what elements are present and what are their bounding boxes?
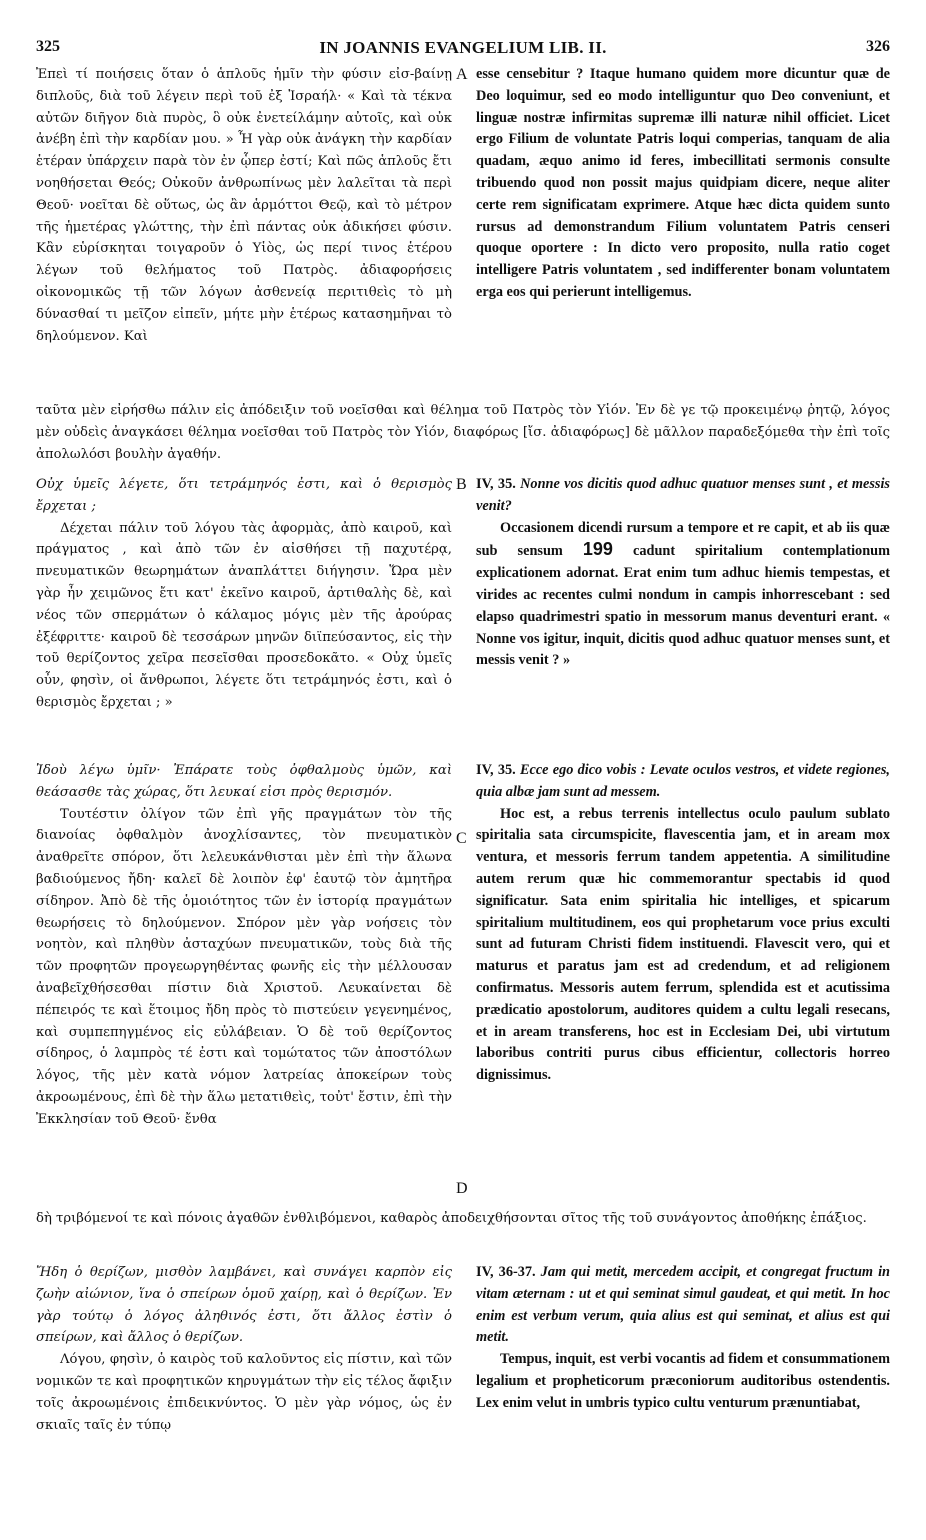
latin-lemma: Jam qui metit, mercedem accipit, et congregat fructum in vitam æternam : ut et qui seminat simul gaudeat, et qui metit. In hoc enim est verbum verum, quia alius est qui seminat, et alius est qui metit. bbox=[476, 1264, 891, 1346]
margin-mark-c: C bbox=[456, 830, 467, 847]
fullwidth-greek-1 bbox=[36, 400, 890, 465]
column-number-marker: 199 bbox=[582, 539, 613, 560]
greek-column-block-2 bbox=[36, 474, 452, 714]
greek-lemma: Οὐχ ὑμεῖς λέγετε, ὅτι τετράμηνός ἐστι, καὶ ὁ θερισμὸς ἔρχεται ; bbox=[36, 477, 452, 514]
latin-column-block-3 bbox=[476, 760, 890, 1087]
margin-mark-a: A bbox=[456, 66, 468, 83]
latin-paragraph: Hoc est, a rebus terrenis intellectus oculo paulum sublato spiritalia sata circumspicite, flavescentia jam, et in aream mox ventura, et messoris ferrum tandem appetentia. A similitudine autem rerum quæ hic commemorantur spectabis id quod significatur. Sata enim spiritalia hic intelliges, et spicarum spiritalium multitudinem, eos qui prophetarum voce prius exculti sunt ad futuram Christi fidem instituendi. Flavescit vero, qui et maturus et paratus jam est ad credendum, et ad religionem confirmatus. Messoris autem ferrum, splendida est et acutissima prædicatio apostolorum, auditores quidem a cultu legali resecans, et in aream transferens, hoc est in Ecclesiam Dei, ubi virtutum laboribus contriti purus cibus efficientur, collectoris horreo dignissimus. bbox=[476, 805, 890, 1084]
greek-lemma: Ἰδοὺ λέγω ὑμῖν· Ἐπάρατε τοὺς ὀφθαλμοὺς ὑμῶν, καὶ θεάσασθε τὰς χώρας, ὅτι λευκαί εἰσι πρὸς θερισμόν. bbox=[36, 763, 452, 800]
running-header bbox=[0, 18, 926, 58]
fullwidth-paragraph: δὴ τριβόμενοί τε καὶ πόνοις ἀγαθῶν ἐνθλιβόμενοι, καθαρὸς ἀποδειχθήσονται σῖτος τῆς τοῦ συνάγοντος ἀποθήκης ἐπάξιος. bbox=[36, 1211, 867, 1226]
greek-column-block-4 bbox=[36, 1262, 452, 1436]
page-number-left: 325 bbox=[36, 38, 60, 55]
latin-lemma: Ecce ego dico vobis : Levate oculos vestros, et videte regiones, quia albæ jam sunt ad messem. bbox=[476, 762, 891, 800]
latin-paragraph bbox=[476, 518, 890, 673]
latin-column-block-2 bbox=[476, 474, 890, 672]
latin-paragraph: Tempus, inquit, est verbi vocantis ad fidem et consummationem legalium et propheticorum præconiorum auditoribus ostendentis. Lex enim velut in umbris typico cultu venturum prænuntiabat, bbox=[476, 1351, 890, 1411]
latin-paragraph: esse censebitur ? Itaque humano quidem more dicuntur quæ de Deo loquimur, sed eo modo intelliguntur quo Deo conveniunt, et linguæ nostræ infirmitas supremæ illi naturæ nihil officiet. Licet ergo Filium de voluntate Patris loqui comperias, tanquam de alia quadam, æquo animo id feres, imbecillitati sermonis consulte tribuendo quod non possit majus quidpiam dicere, neque aliter certe rem significatam exprimere. Atque hæc dicta quidem sunto rursus ad demonstrandum Filium voluntatem Patris censeri quoque oportere : In dicto vero proposito, nulla ratio coget intelligere Patris voluntatem , sed indifferenter bonam voluntatem erga eos qui perierunt intelligemus. bbox=[476, 66, 890, 300]
greek-column-block-3 bbox=[36, 760, 452, 1131]
latin-text-a: Occasionem dicendi rursum a tempore et re capit, et ab iis quæ sub sensum bbox=[476, 519, 890, 560]
fullwidth-paragraph: ταῦτα μὲν εἰρήσθω πάλιν εἰς ἀπόδειξιν τοῦ νοεῖσθαι καὶ θέλημα τοῦ Πατρὸς τὸν Υἱόν. Ἐν δὲ γε τῷ προκειμένῳ ῥητῷ, λόγος μὲν οὐδεὶς ἀναγκάσει θέλημα νοεῖσθαι τοῦ Πατρὸς τὸν Υἱόν, διαφόρως [ἴσ. ἀδιαφόρως] δὲ μᾶλλον παραδεξόμεθα τὴν ἐπὶ τοῖς ἀπολωλόσι βουλὴν ἀγαθήν. bbox=[36, 403, 890, 462]
latin-reference: IV, 36-37. bbox=[476, 1264, 536, 1280]
latin-lemma-heading bbox=[476, 474, 890, 518]
running-title: IN JOANNIS EVANGELIUM LIB. II. bbox=[319, 38, 607, 57]
greek-lemma: Ἤδη ὁ θερίζων, μισθὸν λαμβάνει, καὶ συνάγει καρπὸν εἰς ζωὴν αἰώνιον, ἵνα ὁ σπείρων ὁμοῦ χαίρῃ, καὶ ὁ θερίζων. Ἐν γὰρ τούτῳ ὁ λόγος ἀληθινός ἐστι, ὅτι ἄλλος ἐστὶν ὁ σπείρων, καὶ ἄλλος ὁ θερίζων. bbox=[36, 1265, 452, 1346]
fullwidth-greek-2 bbox=[36, 1208, 890, 1230]
greek-paragraph: Δέχεται πάλιν τοῦ λόγου τὰς ἀφορμὰς, ἀπὸ καιροῦ, καὶ πράγματος , καὶ ἀπὸ τῶν ἐν αἰσθήσει τῇ παχυτέρᾳ, πνευματικῶν θεωρημάτων ἀναπλάττει διήγησιν. Ὥρα μὲν γὰρ ἦν χειμῶνος ἔτι κατ' ἐκεῖνο καιροῦ, ἀρτιθαλὴς δὲ, καὶ νέος τῶν σπερμάτων ὁ κάλαμος μόγις μὲν τῆς ἀρούρας ἐξέφριττε· καιροῦ δὲ τεσσάρων μηνῶν διϊπεύσαντος, εἰς τὴν τοῦ θερίζοντος χεῖρα πεσεῖσθαι προσεδοκᾶτο. « Οὐχ ὑμεῖς οὖν, φησὶν, οἱ ἄνθρωποι, λέγετε ὅτι τετράμηνός ἐστι, καὶ ὁ θερισμὸς ἔρχεται ; » bbox=[36, 520, 452, 710]
greek-paragraph: Τουτέστιν ὀλίγον τῶν ἐπὶ γῆς πραγμάτων τὸν τῆς διανοίας ὀφθαλμὸν ἀνοχλίσαντες, τὸν πνευματικὸν ἀναθρεῖτε σπόρον, ὅτι λελευκάνθισται μὲν ἐπὶ τὴν ἅλωνα βαδιούμενος ἤδη· καλεῖ δὲ λοιπὸν ἐφ' ἑαυτῷ τὸν ἀμητῆρα σίδηρον. Ἀπὸ δὲ τῆς ὁμοιότητος τῶν ἐν ἱστορίᾳ πραγμάτων θεωρήσεις τὸ δηλούμενον. Σπόρον μὲν γὰρ νοήσεις τὸν νοητὸν, καὶ πληθὺν ἀσταχύων πνευματικῶν, τοὺς διὰ τῆς τῶν προφητῶν προγεωργηθέντας φωνῆς εἰς τὴν μέλλουσαν ἀναβεῖχθήσεσθαι πίστιν διὰ Χριστοῦ. Λευκαίνεται δὲ πέπειρός τε καὶ ἕτοιμος ἤδη πρὸς τὸ πιστεύειν γεγενημένος, καὶ συμπεπηγμένος εἰς εὐλάβειαν. Ὁ δὲ τοῦ θερίζοντος σίδηρος, ὁ λαμπρὸς τέ ἐστι καὶ τομώτατος τῶν ἀποστόλων λόγος, τῆς μὲν κατὰ νόμον λατρείας ἀποκείρων τοὺς ἀκροωμένους, ἐπὶ δὲ τὴν ἅλω μετατιθεὶς, τοὐτ' ἔστιν, ἐπὶ τὴν Ἐκκλησίαν τοῦ Θεοῦ· ἔνθα bbox=[36, 806, 452, 1127]
latin-reference: IV, 35. bbox=[476, 762, 516, 778]
latin-column-block-4 bbox=[476, 1262, 890, 1415]
greek-paragraph: Ἐπεὶ τί ποιήσεις ὅταν ὁ ἁπλοῦς ἡμῖν τὴν φύσιν εἰσ-βαίνῃ διπλοῦς, διὰ τοῦ λέγειν περὶ τοῦ ἐξ Ἰσραήλ· « Καὶ τὰ τέκνα αὐτῶν διῆγον διὰ πυρὸς, ὃ οὐκ ἐνετείλάμην αὐτοῖς, καὶ οὐκ ἀνέβη ἐπὶ τὴν καρδίαν μου. » Ἦ γὰρ οὐκ ἀνάγκη τὴν καρδίαν ἑτέραν ὑπάρχειν παρὰ τὸν ἐν ᾧπερ ἐστί; Καὶ πῶς ἁπλοῦς ἔτι νοηθήσεται Θεός; Οὐκοῦν ἀνθρωπίνως μὲν λαλεῖται τὰ περὶ Θεοῦ· νοεῖται δὲ οὕτως, ὡς ἂν ἁρμόττοι Θεῷ, καὶ τὸ μέτρον τῆς ἡμετέρας γλώττης, τὴν ἐπὶ πάντας οὐκ ἀδικήσει φύσιν. Κἂν εὑρίσκηται τοιγαροῦν ὁ Υἱὸς, ὡς περί τινος ἑτέρου λέγων τοῦ θελήματος τοῦ Πατρὸς. ἀδιαφορήσεις οἰκονομικῶς τῇ τῶν λόγων ἀσθενείᾳ περιτιθεὶς τὸ μὴ δύνασθαί τι μεῖζον εἰπεῖν, μήτε μὴν ἑτέρως κατασημῆναι τὸ δηλούμενον. Καὶ bbox=[36, 67, 452, 344]
latin-lemma: Nonne vos dicitis quod adhuc quatuor menses sunt , et messis venit? bbox=[476, 476, 890, 514]
margin-mark-b: B bbox=[456, 476, 467, 493]
page-number-right: 326 bbox=[866, 38, 890, 55]
greek-paragraph: Λόγου, φησὶν, ὁ καιρὸς τοῦ καλοῦντος εἰς πίστιν, καὶ τῶν νομικῶν τε καὶ προφητικῶν κηρυγμάτων τὴν εἰς τέλος ἄφιξιν τοῖς ἀκροωμένοις ἐπιδεικνύντος. Ὁ μὲν γὰρ νόμος, ὡς ἐν σκιαῖς ταῖς ἐν τύπῳ bbox=[36, 1352, 452, 1433]
latin-lemma-heading bbox=[476, 760, 890, 804]
greek-column-block-1 bbox=[36, 64, 452, 347]
latin-column-block-1 bbox=[476, 64, 890, 304]
latin-lemma-heading bbox=[476, 1262, 890, 1349]
latin-text-b: cadunt spiritalium contemplationum explicationem adornat. Erat enim tum adhuc hiemis tempestas, et virides ac recentes culmi nondum in campis inhorrescebant : sed elapso quadrimestri spatio in messorum manus deventuri erant. « Nonne vos igitur, inquit, dicitis quod adhuc quatuor menses sunt, et messis venit ? » bbox=[476, 543, 891, 669]
latin-reference: IV, 35. bbox=[476, 476, 516, 492]
margin-mark-d: D bbox=[456, 1180, 468, 1197]
